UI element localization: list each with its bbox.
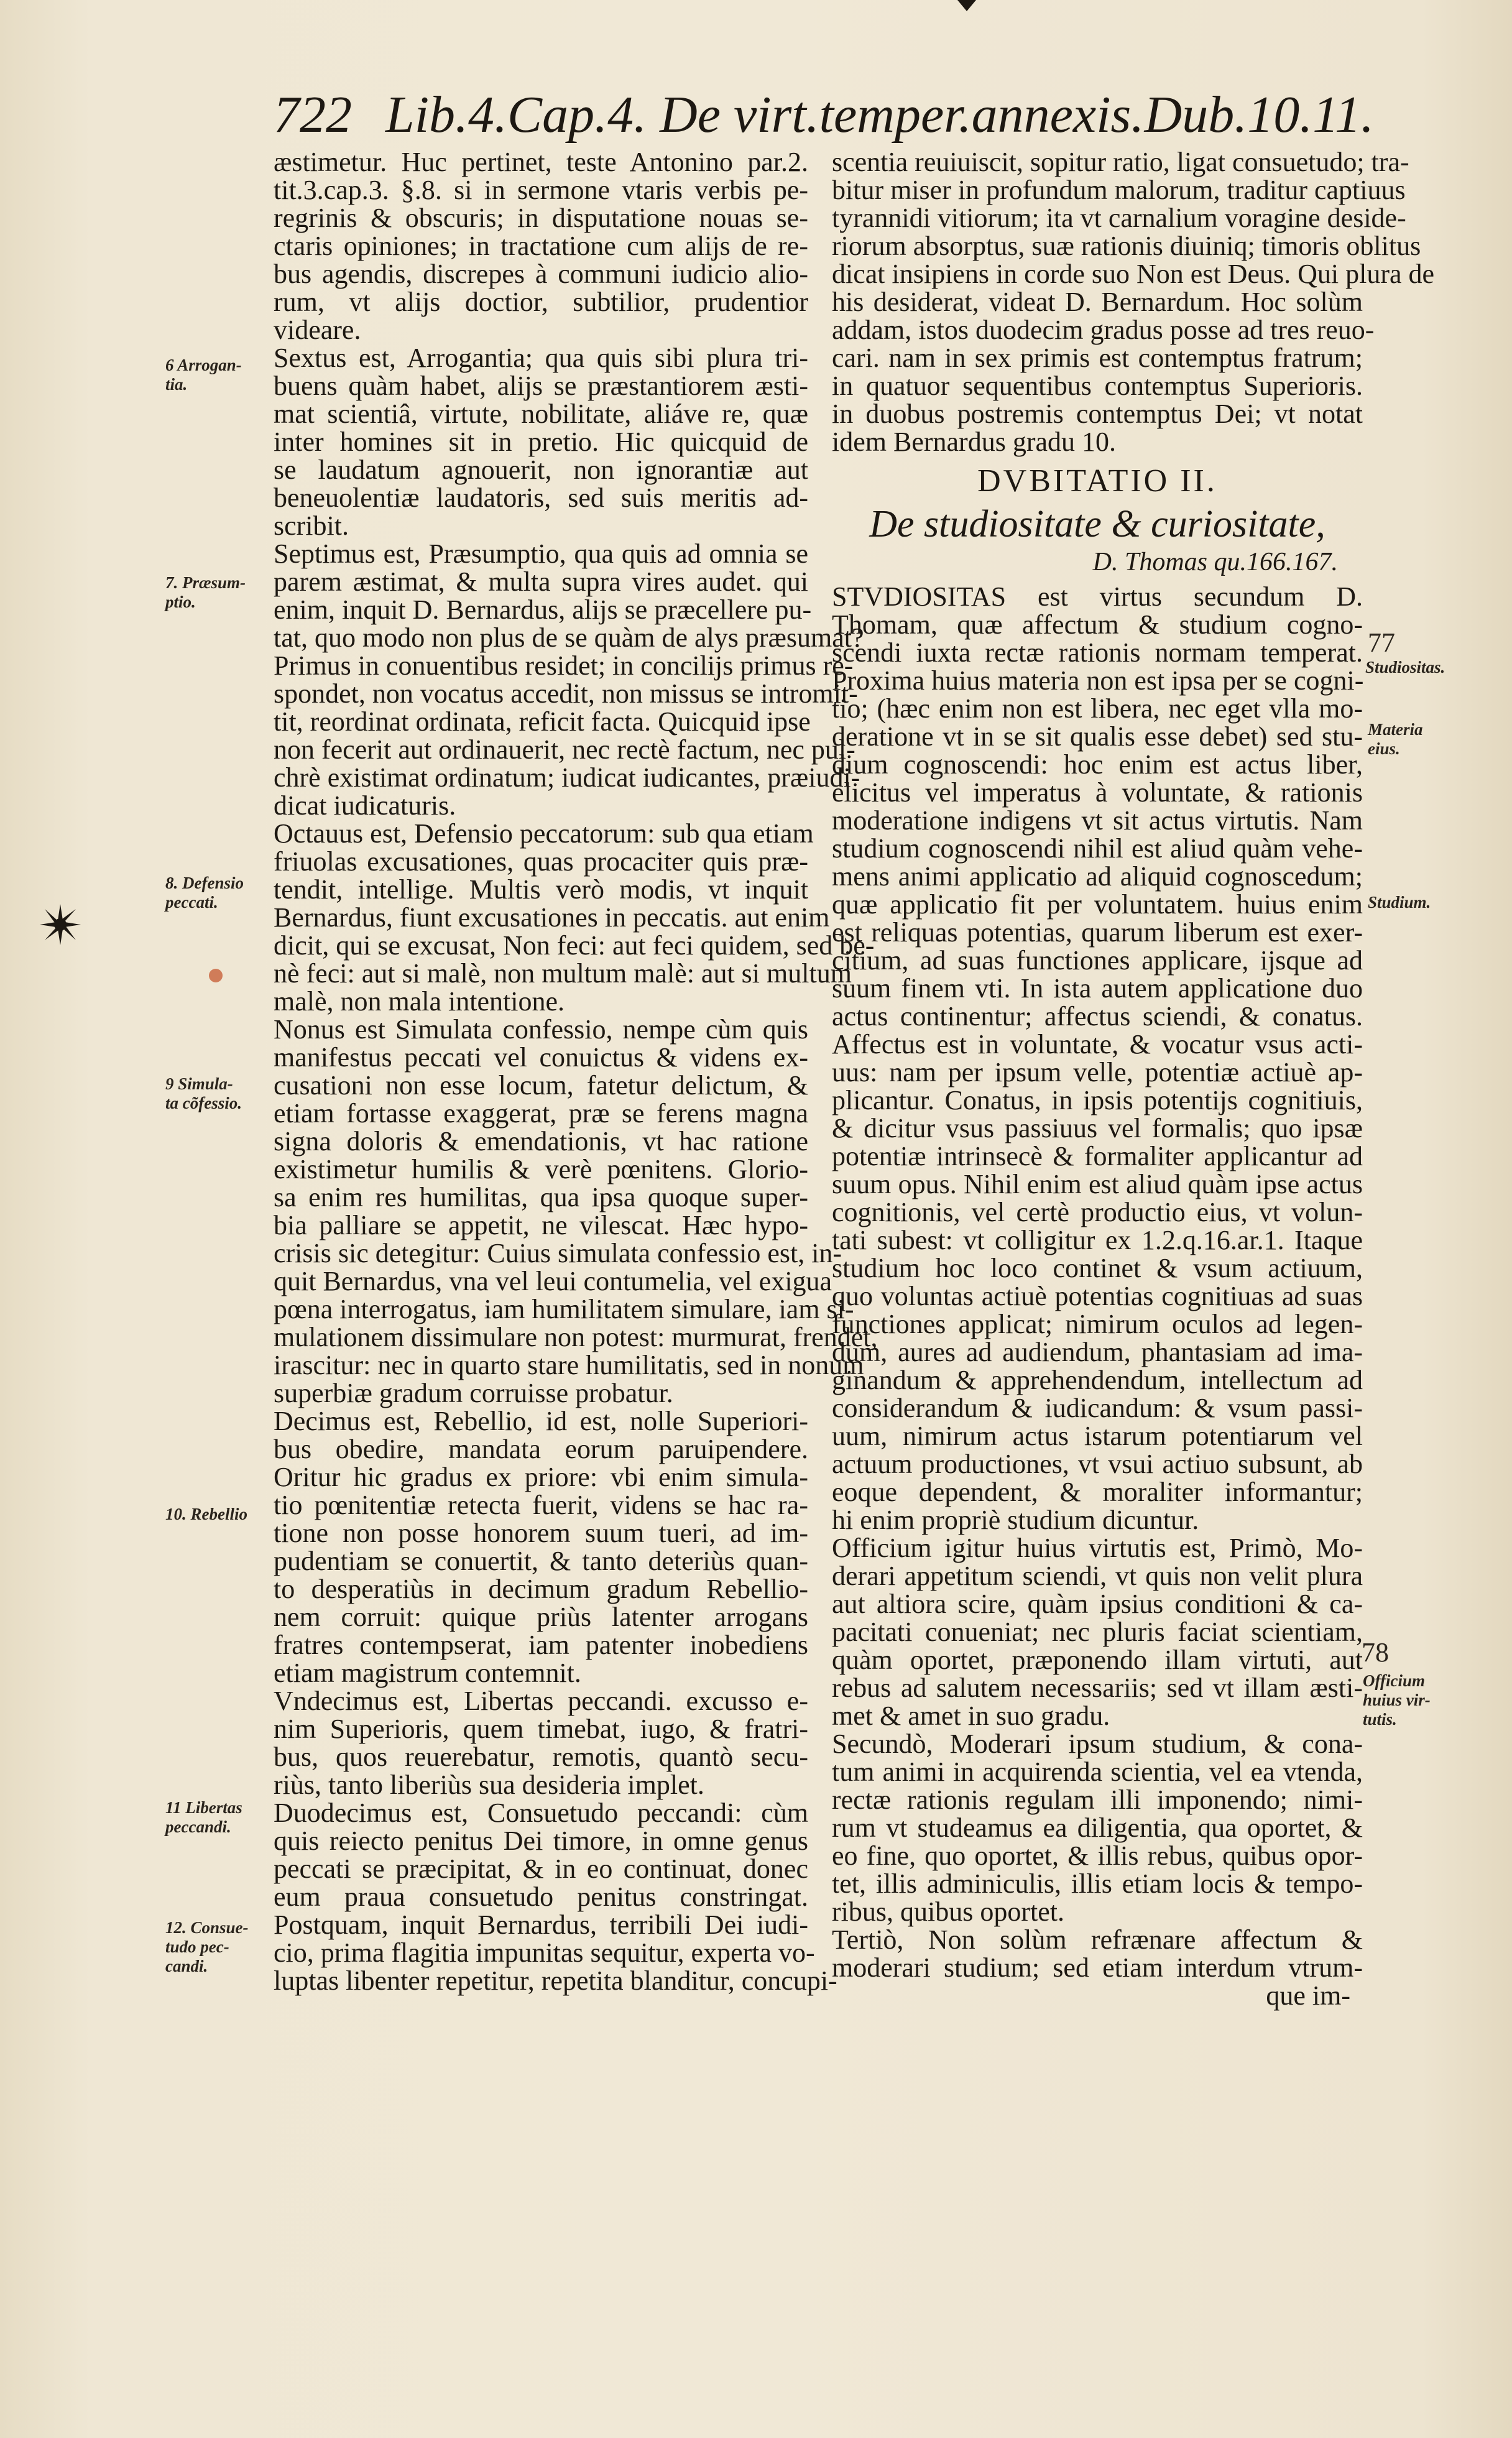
text-line: ginandum & apprehendendum, intellectum ad xyxy=(832,1365,1363,1395)
text-line: pacitati conueniat; nec pluris faciat scientiam, xyxy=(832,1617,1363,1647)
text-line: tyrannidi vitiorum; ita vt carnalium voragine deside- xyxy=(832,203,1406,233)
text-line: se laudatum agnouerit, non ignorantiæ aut xyxy=(274,455,808,485)
text-line: to desperatiùs in decimum gradum Rebellio- xyxy=(274,1574,808,1604)
text-line: eum praua consuetudo penitus constringat. xyxy=(274,1882,808,1912)
text-line: dum, aures ad audiendum, phantasiam ad ima- xyxy=(832,1337,1363,1367)
text-line: sa enim res humilitas, qua ipsa quoque super- xyxy=(274,1182,808,1212)
text-line: etiam magistrum contemnit. xyxy=(274,1658,581,1688)
margin-note-arrogantia: 6 Arrogan- tia. xyxy=(165,356,242,394)
text-line: chrè existimat ordinatum; iudicat iudicantes, præiudi- xyxy=(274,762,860,793)
text-line: manifestus peccati vel conuictus & videns ex- xyxy=(274,1042,808,1073)
text-line: riùs, tanto liberiùs sua desideria implet. xyxy=(274,1770,704,1800)
text-line: tione non posse honorem suum tueri, ad im- xyxy=(274,1518,808,1548)
right-column-continuation xyxy=(832,147,1435,457)
text-line: nè feci: aut si malè, non multum malè: aut si multum xyxy=(274,958,852,989)
page-number: 722 xyxy=(274,86,352,144)
text-line: Tertiò, Non solùm refrænare affectum & xyxy=(832,1924,1363,1955)
margin-note-defensio: 8. Defensio peccati. xyxy=(165,874,244,912)
text-line: plicantur. Conatus, in ipsis potentijs cognitiuis, xyxy=(832,1085,1363,1115)
text-line: rum, vt alijs doctior, subtilior, prudentior xyxy=(274,287,808,317)
text-line: mens animi applicatio ad aliquid cognoscedum; xyxy=(832,861,1363,892)
text-line: tit.3.cap.3. §.8. si in sermone vtaris verbis pe- xyxy=(274,175,808,205)
text-line: tet, illis adminiculis, illis etiam locis & tempo- xyxy=(832,1868,1363,1899)
text-line: Vndecimus est, Libertas peccandi. excusso e- xyxy=(274,1686,808,1716)
text-line: in duobus postremis contemptus Dei; vt notat xyxy=(832,399,1363,429)
text-line: uus: nam per ipsum velle, potentiæ actiuè ap- xyxy=(832,1057,1363,1087)
text-line: Affectus est in voluntate, & vocatur vsus acti- xyxy=(832,1029,1363,1060)
text-line: tendit, intellige. Multis verò modis, vt inquit xyxy=(274,874,808,905)
printer-ornament xyxy=(39,903,82,946)
text-line: eoque dependent, & moraliter informantur; xyxy=(832,1477,1363,1507)
ink-spot xyxy=(209,969,223,982)
text-line: etiam fortasse exaggerat, præ se ferens magna xyxy=(274,1098,808,1129)
text-line: bitur miser in profundum malorum, traditur captiuus xyxy=(832,175,1406,205)
left-text-column xyxy=(274,147,878,1996)
margin-note-praesumptio: 7. Præsum- ptio. xyxy=(165,573,246,611)
margin-note-studium: Studium. xyxy=(1368,893,1431,912)
text-line: peccati se præcipitat, & in eo continuat, donec xyxy=(274,1854,808,1884)
text-line: cognitionis, vel certè productio eius, vt volun- xyxy=(832,1197,1363,1227)
text-line: ribus, quibus oportet. xyxy=(832,1896,1064,1927)
margin-note-libertas: 11 Libertas peccandi. xyxy=(165,1798,242,1836)
text-line: enim, inquit D. Bernardus, alijs se præcellere pu- xyxy=(274,594,812,625)
text-line: quis reiecto penitus Dei timore, in omne genus xyxy=(274,1826,808,1856)
text-line: studium hoc loco continet & vsum actiuum, xyxy=(832,1253,1363,1283)
text-line: scribit. xyxy=(274,510,349,541)
text-line: tio; (hæc enim non est libera, nec eget vlla mo- xyxy=(832,693,1363,724)
text-line: que im- xyxy=(1266,1980,1350,2011)
text-line: bus, quos reuerebatur, remotis, quantò secu- xyxy=(274,1742,808,1772)
dubitatio-range: Dub.10.11. xyxy=(1144,86,1374,144)
text-line: dicat insipiens in corde suo Non est Deus. Qui plura de xyxy=(832,259,1435,289)
margin-note-officium: Officium huius vir- tutis. xyxy=(1363,1671,1431,1729)
text-line: rectæ rationis regulam illi imponendo; nimi- xyxy=(832,1785,1363,1815)
text-line: bia palliare se appetit, ne vilescat. Hæc hypo- xyxy=(274,1210,808,1240)
text-line: pudentiam se conuertit, & tanto deteriùs quan- xyxy=(274,1546,808,1576)
text-line: quàm oportet, præponendo illam virtuti, aut xyxy=(832,1645,1363,1675)
text-line: tio pœnitentiæ retecta fuerit, videns se hac ra- xyxy=(274,1490,808,1520)
text-line: functiones applicat; nimirum oculos ad legen- xyxy=(832,1309,1363,1339)
text-line: STVDIOSITAS est virtus secundum D. xyxy=(832,581,1363,612)
text-line: his desiderat, videat D. Bernardum. Hoc solùm xyxy=(832,287,1363,317)
text-line: non fecerit aut ordinauerit, nec rectè factum, nec pul- xyxy=(274,734,855,765)
text-line: quit Bernardus, vna vel leui contumelia, vel exigua xyxy=(274,1266,832,1296)
text-line: superbiæ gradum corruisse probatur. xyxy=(274,1378,673,1408)
text-line: Nonus est Simulata confessio, nempe cùm quis xyxy=(274,1014,808,1045)
text-line: Duodecimus est, Consuetudo peccandi: cùm xyxy=(274,1798,808,1828)
text-line: uum, nimirum actus istarum potentiarum vel xyxy=(832,1421,1363,1451)
text-line: beneuolentiæ laudatoris, sed suis meritis ad- xyxy=(274,483,808,513)
text-line: luptas libenter repetitur, repetita blanditur, concupi- xyxy=(274,1965,837,1996)
margin-note-consuetudo: 12. Consue- tudo pec- candi. xyxy=(165,1918,249,1975)
text-line: suum finem vti. In ista autem applicatione duo xyxy=(832,973,1363,1004)
text-line: Proxima huius materia non est ipsa per se cogni- xyxy=(832,665,1364,696)
text-line: bus obedire, mandata eorum paruipendere. xyxy=(274,1434,808,1464)
text-line: Officium igitur huius virtutis est, Primò, Mo- xyxy=(832,1533,1363,1563)
text-line: parem æstimat, & multa supra vires audet. qui xyxy=(274,566,808,597)
dubitatio-heading: DVBITATIO II. xyxy=(977,463,1217,499)
text-line: tat, quo modo non plus de se quàm de alys præsumat? xyxy=(274,622,864,653)
asterisk-ornament-icon xyxy=(39,903,82,946)
text-line: aut altiora scire, quàm ipsius conditioni & ca- xyxy=(832,1589,1363,1619)
text-line: friuolas excusationes, quas procaciter quis præ- xyxy=(274,846,808,877)
text-line: & dicitur vsus passiuus vel formalis; quo ipsæ xyxy=(832,1113,1363,1143)
text-line: tati subest: vt colligitur ex 1.2.q.16.ar.1. Itaque xyxy=(832,1225,1363,1255)
text-line: Postquam, inquit Bernardus, terribili Dei iudi- xyxy=(274,1909,808,1940)
text-line: dicat iudicaturis. xyxy=(274,790,456,821)
text-line: studium cognoscendi nihil est aliud quàm vehe- xyxy=(832,833,1363,864)
text-line: Septimus est, Præsumptio, qua quis ad omnia se xyxy=(274,538,808,569)
text-line: Primus in conuentibus residet; in concilijs primus re- xyxy=(274,650,854,681)
text-line: considerandum & iudicandum: & vsum passi- xyxy=(832,1393,1363,1423)
text-line: Thomam, quæ affectum & studium cogno- xyxy=(832,609,1363,640)
text-line: tum animi in acquirenda scientia, vel ea vtenda, xyxy=(832,1757,1363,1787)
text-line: eo fine, quo oportet, & illis rebus, quibus opor- xyxy=(832,1840,1363,1871)
text-line: rebus ad salutem necessariis; sed vt illam æsti- xyxy=(832,1673,1363,1703)
text-line: nim Superioris, quem timebat, iugo, & fratri- xyxy=(274,1714,808,1744)
text-line: Secundò, Moderari ipsum studium, & cona- xyxy=(832,1729,1363,1759)
text-line: mat scientiâ, virtute, nobilitate, aliáve re, quæ xyxy=(274,399,808,429)
text-line: spondet, non vocatus accedit, non missus se intromit- xyxy=(274,678,858,709)
text-line: scendi iuxta rectæ rationis normam temperat. xyxy=(832,637,1363,668)
dubitatio-body xyxy=(832,583,1363,2010)
text-line: est reliquas potentias, quarum liberum est exer- xyxy=(832,917,1363,948)
text-line: signa doloris & emendationis, vt hac ratione xyxy=(274,1126,808,1157)
margin-note-materia: Materia eius. xyxy=(1368,720,1423,758)
text-line: bus agendis, discrepes à communi iudicio alio- xyxy=(274,259,808,289)
dubitatio-reference: D. Thomas qu.166.167. xyxy=(1092,548,1338,576)
text-line: met & amet in suo gradu. xyxy=(832,1701,1110,1731)
text-line: moderari studium; sed etiam interdum vtrum- xyxy=(832,1952,1363,1983)
margin-note-studiositas: Studiositas. xyxy=(1365,658,1445,676)
text-line: riorum absorptus, suæ rationis diuiniq; timoris oblitus xyxy=(832,231,1421,261)
text-line: videare. xyxy=(274,315,361,345)
text-line: Decimus est, Rebellio, id est, nolle Superiori- xyxy=(274,1406,808,1436)
running-header xyxy=(274,81,1374,149)
text-line: in quatuor sequentibus contemptus Superioris. xyxy=(832,371,1363,401)
text-line: moderatione indigens vt sit actus virtutis. Nam xyxy=(832,805,1363,836)
text-line: buens quàm habet, alijs se præstantiorem æsti- xyxy=(274,371,808,401)
text-line: potentiæ intrinsecè & formaliter applicantur ad xyxy=(832,1141,1363,1171)
paragraph-number-78: 78 xyxy=(1362,1637,1389,1668)
text-line: derari appetitum sciendi, vt quis non velit plura xyxy=(832,1561,1363,1591)
text-line: nem corruit: quique priùs latenter arrogans xyxy=(274,1602,808,1632)
text-line: elicitus vel imperatus à voluntate, & rationis xyxy=(832,777,1363,808)
dubitatio-subtitle: De studiositate & curiositate, xyxy=(869,503,1325,545)
top-edge-mark xyxy=(957,0,976,12)
text-line: ctaris opiniones; in tractatione cum alijs de re- xyxy=(274,231,808,261)
text-line: tit, reordinat ordinata, reficit facta. Quicquid ipse xyxy=(274,706,811,737)
text-line: irascitur: nec in quarto stare humilitatis, sed in nonum xyxy=(274,1350,864,1380)
text-line: suum opus. Nihil enim est aliud quàm ipse actus xyxy=(832,1169,1363,1199)
text-line: Oritur hic gradus ex priore: vbi enim simula- xyxy=(274,1462,808,1492)
text-line: hi enim propriè studium dicuntur. xyxy=(832,1505,1199,1535)
text-line: actuum productiones, vt vsui actiuo subsunt, ab xyxy=(832,1449,1363,1479)
text-line: fratres contempserat, iam patenter inobediens xyxy=(274,1630,808,1660)
text-line: cari. nam in sex primis est contemptus fratrum; xyxy=(832,343,1363,373)
text-line: Sextus est, Arrogantia; qua quis sibi plura tri- xyxy=(274,343,808,373)
text-line: dium cognoscendi: hoc enim est actus liber, xyxy=(832,749,1363,780)
margin-note-rebellio: 10. Rebellio xyxy=(165,1505,247,1523)
text-line: addam, istos duodecim gradus posse ad tres reuo- xyxy=(832,315,1375,345)
text-line: rum vt studeamus ea diligentia, qua oportet, & xyxy=(832,1812,1363,1843)
text-line: citium, ad suas functiones applicare, ijsque ad xyxy=(832,945,1363,976)
text-line: quæ applicatio fit per voluntatem. huius enim xyxy=(832,889,1363,920)
paragraph-number-77: 77 xyxy=(1368,627,1395,658)
margin-note-simulata: 9 Simula- ta cõfessio. xyxy=(165,1074,242,1112)
running-title: Lib.4.Cap.4. De virt.temper.annexis. xyxy=(385,86,1145,144)
text-line: inter homines sit in pretio. Hic quicquid de xyxy=(274,427,808,457)
text-line: æstimetur. Huc pertinet, teste Antonino par.2. xyxy=(274,147,808,177)
text-line: cusationi non esse locum, fatetur delictum, & xyxy=(274,1070,808,1101)
text-line: scentia reuiuiscit, sopitur ratio, ligat consuetudo; tra- xyxy=(832,147,1409,177)
text-line: existimetur humilis & verè pœnitens. Glorio- xyxy=(274,1154,808,1184)
text-line: regrinis & obscuris; in disputatione nouas se- xyxy=(274,203,808,233)
text-line: cio, prima flagitia impunitas sequitur, experta vo- xyxy=(274,1937,815,1968)
text-line: Octauus est, Defensio peccatorum: sub qua etiam xyxy=(274,818,814,849)
text-line: dicit, qui se excusat, Non feci: aut feci quidem, sed be- xyxy=(274,930,875,961)
text-line: mulationem dissimulare non potest: murmurat, frendet, xyxy=(274,1322,878,1352)
text-line: malè, non mala intentione. xyxy=(274,986,565,1017)
text-line: pœna interrogatus, iam humilitatem simulare, iam si- xyxy=(274,1294,854,1324)
text-line: Bernardus, fiunt excusationes in peccatis. aut enim xyxy=(274,902,830,933)
text-line: actus continentur; affectus sciendi, & conatus. xyxy=(832,1001,1363,1032)
text-line: crisis sic detegitur: Cuius simulata confessio est, in- xyxy=(274,1238,842,1268)
text-line: deratione vt in se sit qualis esse debet) sed stu- xyxy=(832,721,1363,752)
text-line: idem Bernardus gradu 10. xyxy=(832,427,1116,457)
text-line: quo voluntas actiuè potentias cognitiuas ad suas xyxy=(832,1281,1363,1311)
